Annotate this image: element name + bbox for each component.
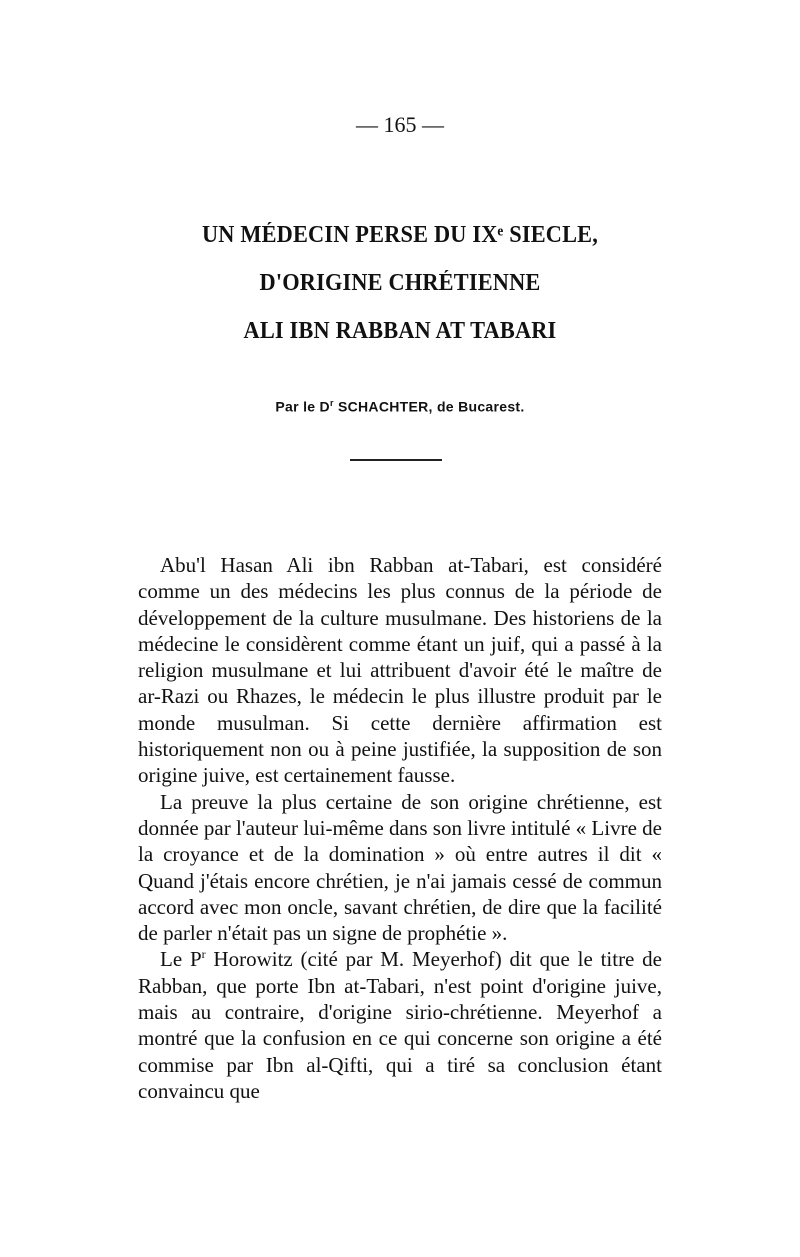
paragraph-3 (138, 946, 662, 1104)
author-suffix: SCHACHTER, de Bucarest. (333, 398, 525, 415)
paragraph-3-rest: Horowitz (cité par M. Meyerhof) dit que le titre de Rabban, que porte Ibn at-Tabari, n'est point d'origine juive, mais au contraire, d'origine sirio-chrétienne. Meyerhof a montré que la confusion en ce qui concerne son origine a été commise par Ibn al-Qifti, qui a tiré sa conclusion étant convaincu que (138, 947, 662, 1103)
title-line-2: D'ORIGINE CHRÉTIENNE (259, 270, 541, 296)
author-title-sup: r (329, 398, 334, 408)
page-number: — 165 — (356, 112, 444, 137)
separator-rule (350, 459, 442, 461)
author-byline (0, 398, 800, 415)
paragraph-2: La preuve la plus certaine de son origine chrétienne, est donnée par l'auteur lui-même dans son livre intitulé « Livre de la croyance et de la domination » où entre autres il dit « Quand j'étais encore chrétien, je n'ai jamais cessé de commun accord avec mon oncle, savant chrétien, de dire que la facilité de parler n'était pas un signe de prophétie ». (138, 789, 662, 946)
paragraph-3-sup: r (201, 947, 206, 962)
title-line-3: ALI IBN RABBAN AT TABARI (243, 318, 557, 344)
author-prefix: Par le D (275, 398, 330, 415)
paragraph-1: Abu'l Hasan Ali ibn Rabban at-Tabari, est considéré comme un des médecins les plus connus de la période de développement de la culture musulmane. Des historiens de la médecine le considèrent comme étant un juif, qui a passé à la religion musulmane et lui attribuent d'avoir été le maître de ar-Razi ou Rhazes, le médecin le plus illustre produit par le monde musulman. Si cette dernière affirmation est historiquement non ou à peine justifiée, la supposition de son origine juive, est certainement fausse. (138, 553, 662, 788)
title-line-1: UN MÉDECIN PERSE DU IXᵉ SIECLE, (201, 222, 599, 248)
paragraph-3-start: Le P (160, 947, 202, 972)
body-text (138, 552, 662, 1104)
